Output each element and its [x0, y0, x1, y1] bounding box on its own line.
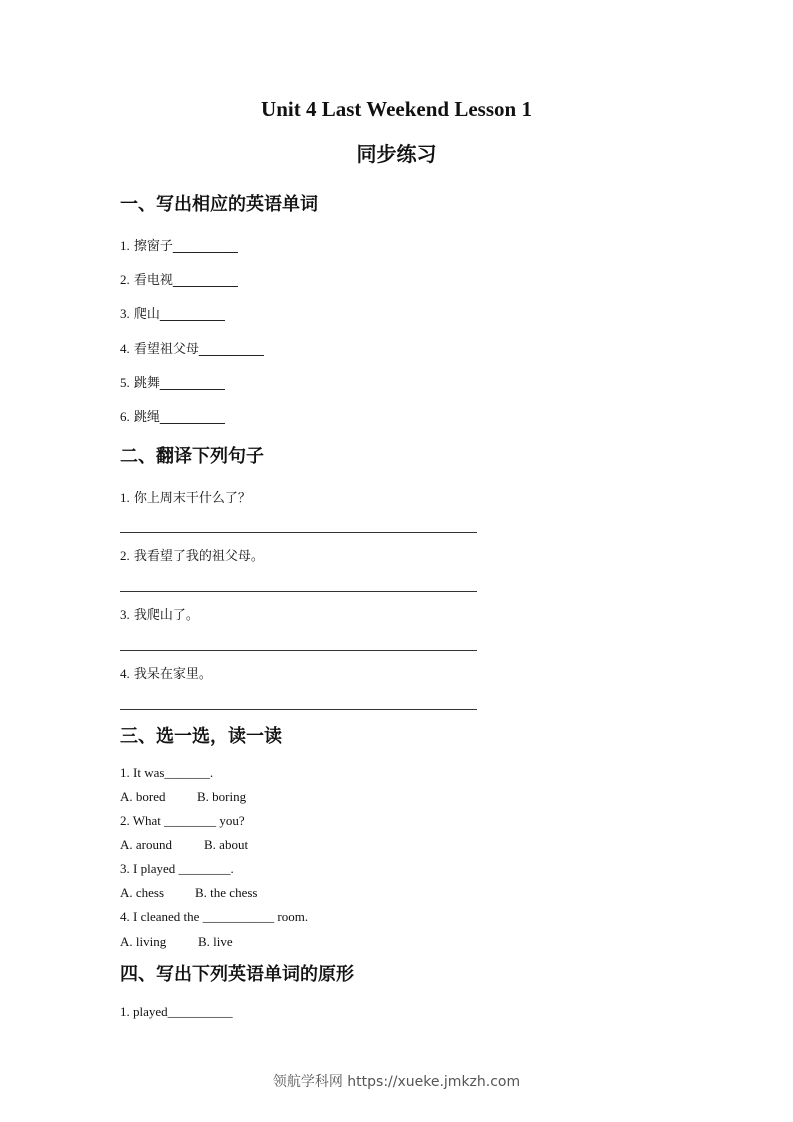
- option-row: [120, 789, 247, 805]
- list-item: 1. 擦窗子__________: [120, 238, 238, 254]
- question: 1. It was_______.: [120, 765, 214, 780]
- option-b: B. live: [198, 934, 233, 949]
- answer-line: [120, 709, 477, 710]
- option-a: A. chess: [120, 885, 165, 900]
- option-a: A. living: [120, 934, 167, 949]
- page-subtitle: 同步练习: [356, 142, 437, 166]
- list-item: 1. 你上周末干什么了？: [120, 490, 251, 506]
- section-2-heading: 二、翻译下列句子: [120, 446, 264, 467]
- option-a: A. bored: [120, 789, 166, 804]
- option-a: A. around: [120, 837, 172, 852]
- option-b: B. boring: [197, 789, 247, 804]
- list-item: 4. 我呆在家里。: [120, 666, 212, 682]
- section-1-heading: 一、写出相应的英语单词: [120, 194, 318, 215]
- answer-line: [120, 650, 477, 651]
- list-item: 2. 看电视__________: [120, 272, 238, 288]
- question: 4. I cleaned the ___________ room.: [120, 909, 309, 924]
- section-3-heading: 三、选一选，读一读: [120, 726, 282, 747]
- option-row: [120, 837, 249, 853]
- option-b: B. about: [204, 837, 249, 852]
- page-title: Unit 4 Last Weekend Lesson 1: [261, 97, 532, 121]
- list-item: 3. 爬山__________: [120, 306, 225, 322]
- list-item: 4. 看望祖父母__________: [120, 341, 264, 357]
- section-4-heading: 四、写出下列英语单词的原形: [120, 964, 354, 985]
- option-row: [120, 934, 233, 950]
- answer-line: [120, 532, 477, 533]
- question: 2. What ________ you?: [120, 813, 245, 828]
- list-item: 6. 跳绳__________: [120, 409, 225, 425]
- answer-line: [120, 591, 477, 592]
- question: 3. I played ________.: [120, 861, 234, 876]
- option-b: B. the chess: [195, 885, 258, 900]
- list-item: 2. 我看望了我的祖父母。: [120, 548, 264, 564]
- list-item: 5. 跳舞__________: [120, 375, 225, 391]
- option-row: [120, 885, 258, 901]
- list-item: 3. 我爬山了。: [120, 607, 199, 623]
- footer-watermark: 领航学科网 https://xueke.jmkzh.com: [272, 1074, 521, 1090]
- list-item: 1. played__________: [120, 1004, 233, 1019]
